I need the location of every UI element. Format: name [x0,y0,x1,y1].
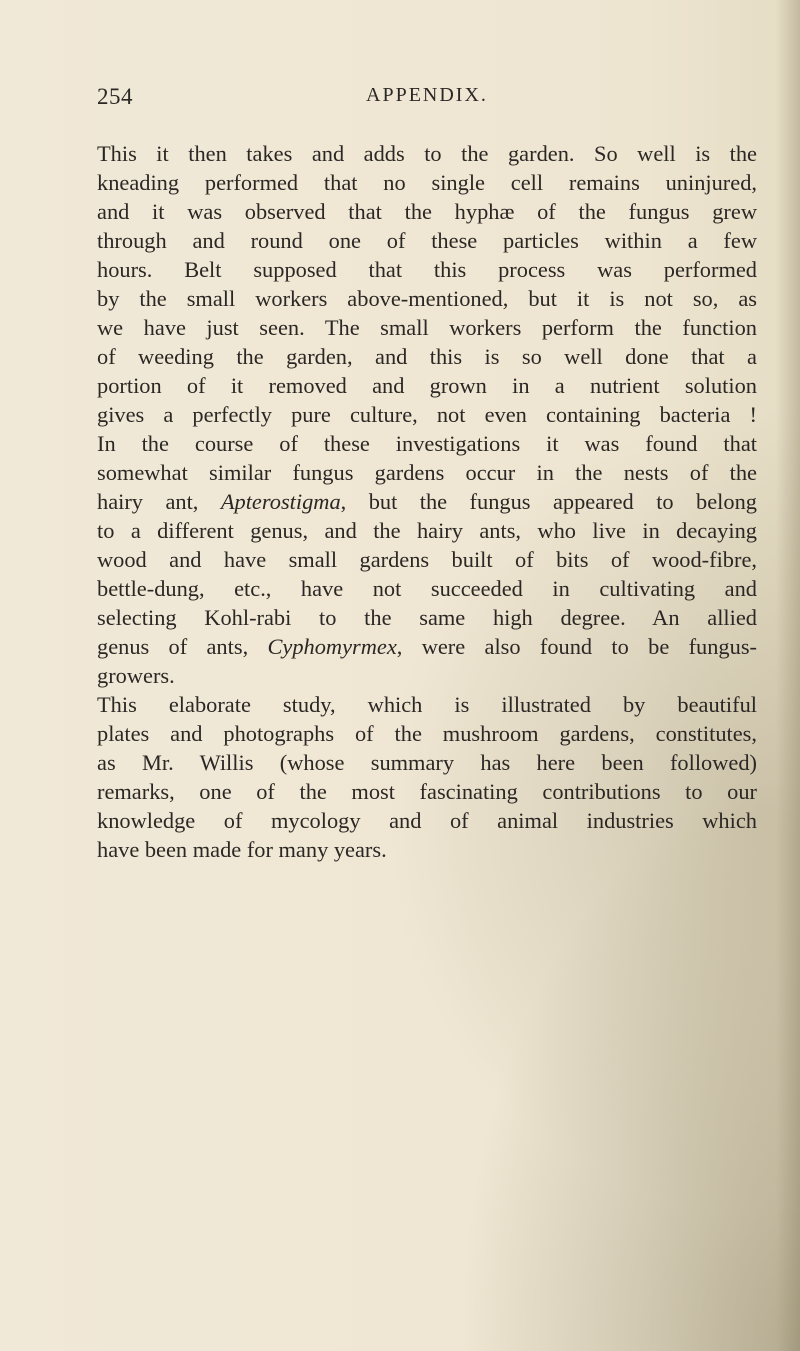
page-edge-shadow [776,0,800,1351]
text-line: selecting Kohl-rabi to the same high degree. An allied [97,605,757,630]
text-line: have been made for many years. [97,837,387,862]
text-line: growers. [97,663,175,688]
text-line: by the small workers above-mentioned, but it is not so, as [97,286,757,311]
text-line: genus of ants, Cyphomyrmex, were also found to be fungus- [97,634,757,659]
running-head: APPENDIX. [366,84,488,106]
text-line: This it then takes and adds to the garden. So well is the [97,141,757,166]
text-line: bettle-dung, etc., have not succeeded in cultivating and [97,576,757,601]
page-header [97,84,757,114]
text-line: remarks, one of the most fascinating contributions to our [97,779,757,804]
text-line: as Mr. Willis (whose summary has here been followed) [97,750,757,775]
text-line: kneading performed that no single cell remains uninjured, [97,170,757,195]
text-line: knowledge of mycology and of animal industries which [97,808,757,833]
genus-name-apterostigma: Apterostigma [220,489,341,514]
text-line: we have just seen. The small workers perform the function [97,315,757,340]
text-line: to a different genus, and the hairy ants, who live in decaying [97,518,757,543]
text-line: and it was observed that the hyphæ of the fungus grew [97,199,757,224]
text-line: gives a perfectly pure culture, not even containing bacteria ! [97,402,757,427]
page-number: 254 [97,84,133,109]
text-line: This elaborate study, which is illustrated by beautiful [97,692,757,717]
text-line: through and round one of these particles within a few [97,228,757,253]
text-line: In the course of these investigations it was found that [97,431,757,456]
text-line: hours. Belt supposed that this process was performed [97,257,757,282]
text-line: wood and have small gardens built of bits of wood-fibre, [97,547,757,572]
body-text [97,139,757,864]
text-line: hairy ant, Apterostigma, but the fungus appeared to belong [97,489,757,514]
text-line: plates and photographs of the mushroom gardens, constitutes, [97,721,757,746]
genus-name-cyphomyrmex: Cyphomyrmex [267,634,397,659]
text-line: of weeding the garden, and this is so well done that a [97,344,757,369]
text-line: portion of it removed and grown in a nutrient solution [97,373,757,398]
text-line: somewhat similar fungus gardens occur in the nests of the [97,460,757,485]
